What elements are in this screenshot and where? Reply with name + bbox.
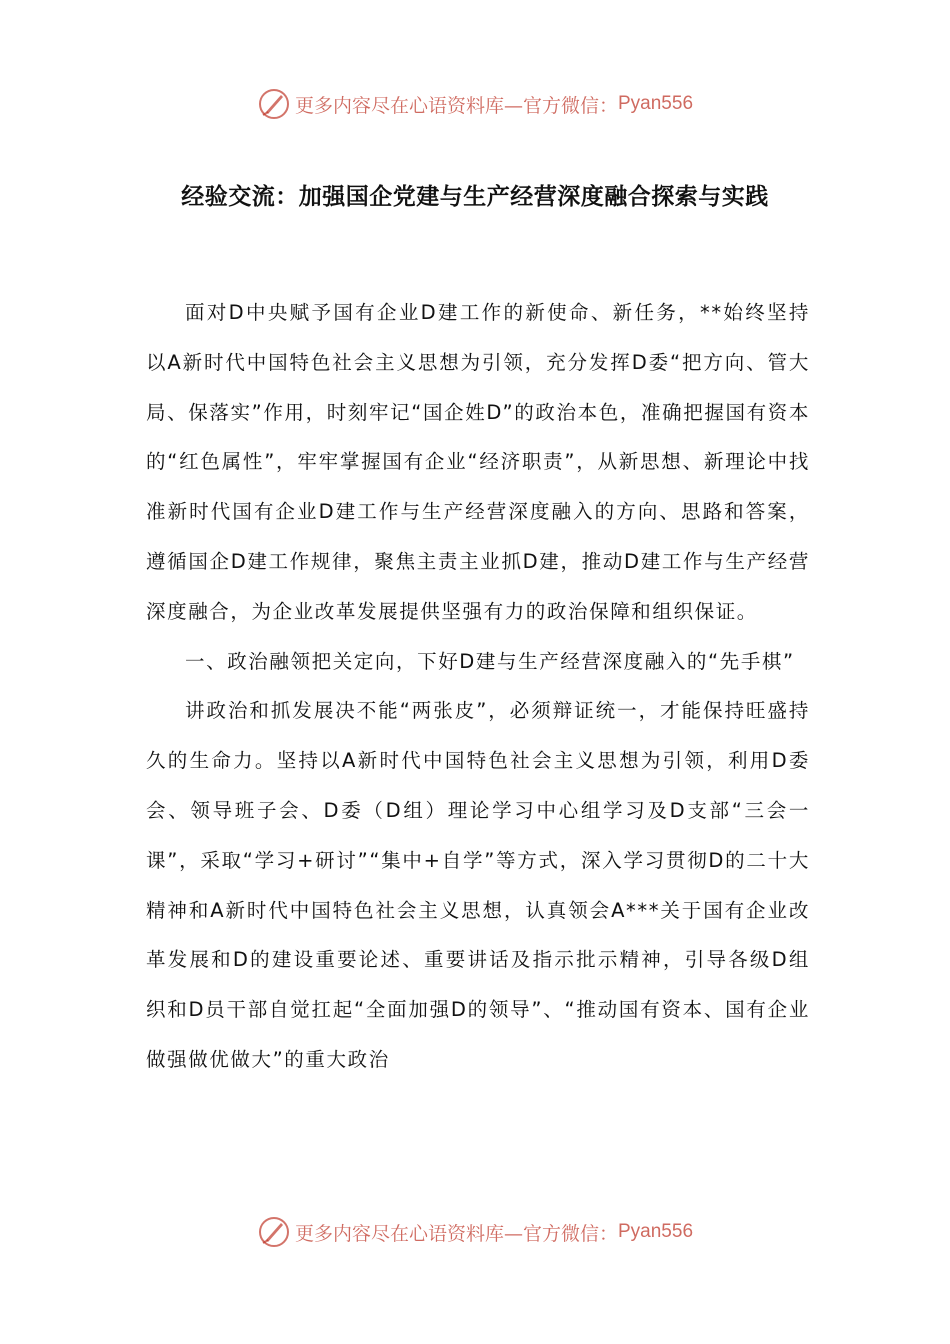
banner-wechat-id: Pyan556 [618, 93, 694, 114]
document-title: 经验交流：加强国企党建与生产经营深度融合探索与实践 [181, 184, 769, 210]
quill-logo-icon [257, 1215, 291, 1249]
paragraph-section-1: 讲政治和抓发展决不能“两张皮”，必须辩证统一，才能保持旺盛持久的生命力。坚持以A新时代中国特色社会主义思想为引领，利用D委会、领导班子会、D委（D组）理论学习中心组学习及D支部“三会一课”，采取“学习+研讨”“集中+自学”等方式，深入学习贯彻D的二十大精神和A新时代中国特色社会主义思想，认真领会A***关于国有企业改革发展和D的建设重要论述、重要讲话及指示批示精神，引导各级D组织和D员干部自觉扛起“全面加强D的领导”、“推动国有资本、国有企业做强做优做大”的重大政治 [146, 699, 810, 1071]
quill-logo-icon [257, 87, 291, 121]
paragraph-intro: 面对D中央赋予国有企业D建工作的新使命、新任务，**始终坚持以A新时代中国特色社会主义思想为引领，充分发挥D委“把方向、管大局、保落实”作用，时刻牢记“国企姓D”的政治本色，准确把握国有资本的“红色属性”，牢牢掌握国有企业“经济职责”，从新思想、新理论中找准新时代国有企业D建工作与生产经营深度融入的方向、思路和答案，遵循国企D建工作规律，聚焦主责主业抓D建，推动D建工作与生产经营深度融合，为企业改革发展提供坚强有力的政治保障和组织保证。 [146, 301, 810, 623]
banner-text: 更多内容尽在心语资料库—官方微信： [294, 94, 618, 117]
section-heading-1: 一、政治融领把关定向，下好D建与生产经营深度融入的“先手棋” [185, 649, 795, 673]
banner-wechat-id: Pyan556 [618, 1221, 694, 1242]
banner-text: 更多内容尽在心语资料库—官方微信： [294, 1222, 618, 1245]
footer-watermark-banner [0, 1212, 950, 1252]
header-watermark-banner [0, 84, 950, 124]
document-body [146, 288, 810, 1085]
